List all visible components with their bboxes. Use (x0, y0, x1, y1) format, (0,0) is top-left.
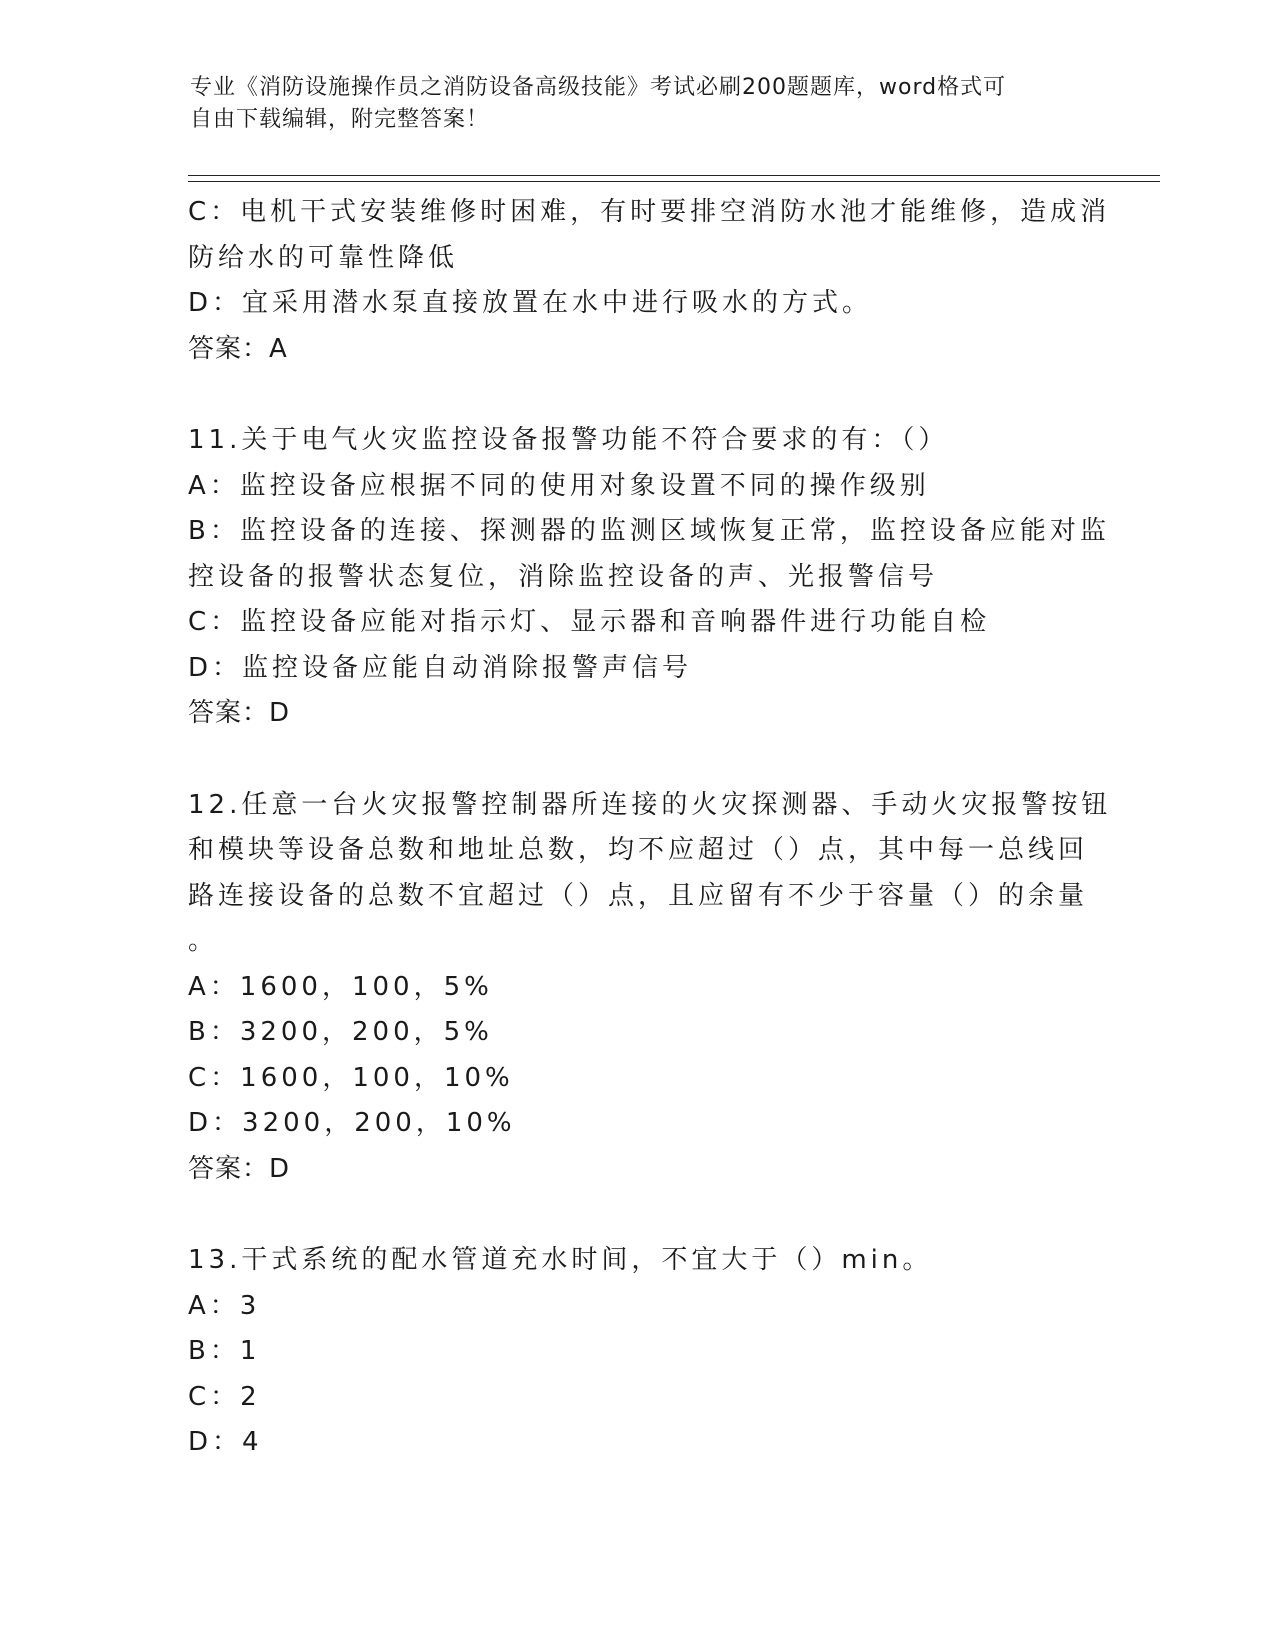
header-divider-bottom (188, 181, 1160, 182)
question-12 (188, 783, 1112, 1193)
q12-question-line-4: 。 (188, 926, 219, 956)
header-divider-top (188, 175, 1160, 176)
header-line-1: 专业《消防设施操作员之消防设备高级技能》考试必刷200题题库，word格式可 (190, 75, 1007, 100)
q12-question-line-2: 和模块等设备总数和地址总数，均不应超过（）点，其中每一总线回 (188, 835, 1089, 865)
question-11 (188, 418, 1110, 737)
q13-option-a: A：3 (188, 1290, 261, 1321)
q11-answer: 答案：D (188, 698, 291, 728)
document-header (190, 72, 1090, 136)
q12-option-a: A：1600，100，5% (188, 971, 493, 1002)
q12-question-line-3: 路连接设备的总数不宜超过（）点，且应留有不少于容量（）的余量 (188, 880, 1089, 911)
question-10 (188, 190, 1111, 372)
q10-answer: 答案：A (188, 333, 288, 364)
q11-option-b-line-2: 控设备的报警状态复位，消除监控设备的声、光报警信号 (188, 561, 939, 592)
spacer (188, 737, 1088, 783)
q11-option-c: C：监控设备应能对指示灯、显示器和音响器件进行功能自检 (188, 607, 991, 637)
q13-option-b: B：1 (188, 1336, 261, 1366)
question-13 (188, 1238, 1088, 1466)
spacer (188, 372, 1088, 418)
q11-option-b-line-1: B：监控设备的连接、探测器的监测区域恢复正常，监控设备应能对监 (188, 516, 1110, 546)
q12-answer: 答案：D (188, 1153, 291, 1184)
q12-option-d: D：3200，200，10% (188, 1108, 516, 1138)
q11-option-d: D：监控设备应能自动消除报警声信号 (188, 652, 693, 683)
q12-option-b: B：3200，200，5% (188, 1017, 493, 1047)
q12-option-c: C：1600，100，10% (188, 1062, 514, 1093)
question-content (188, 190, 1112, 1466)
q13-option-c: C：2 (188, 1381, 261, 1412)
q11-option-a: A：监控设备应根据不同的使用对象设置不同的操作级别 (188, 470, 930, 501)
q13-question: 13.干式系统的配水管道充水时间，不宜大于（）min。 (188, 1245, 933, 1275)
header-line-2: 自由下载编辑，附完整答案！ (190, 107, 490, 132)
spacer (188, 1192, 1088, 1238)
q10-option-c-line-2: 防给水的可靠性降低 (188, 242, 459, 273)
q11-question: 11.关于电气火灾监控设备报警功能不符合要求的有：（） (188, 425, 949, 455)
q12-question-line-1: 12.任意一台火灾报警控制器所连接的火灾探测器、手动火灾报警按钮 (188, 789, 1112, 820)
q13-option-d: D：4 (188, 1427, 263, 1457)
q10-option-c-line-1: C：电机干式安装维修时困难，有时要排空消防水池才能维修，造成消 (188, 197, 1111, 227)
q10-option-d: D：宜采用潜水泵直接放置在水中进行吸水的方式。 (188, 288, 873, 318)
